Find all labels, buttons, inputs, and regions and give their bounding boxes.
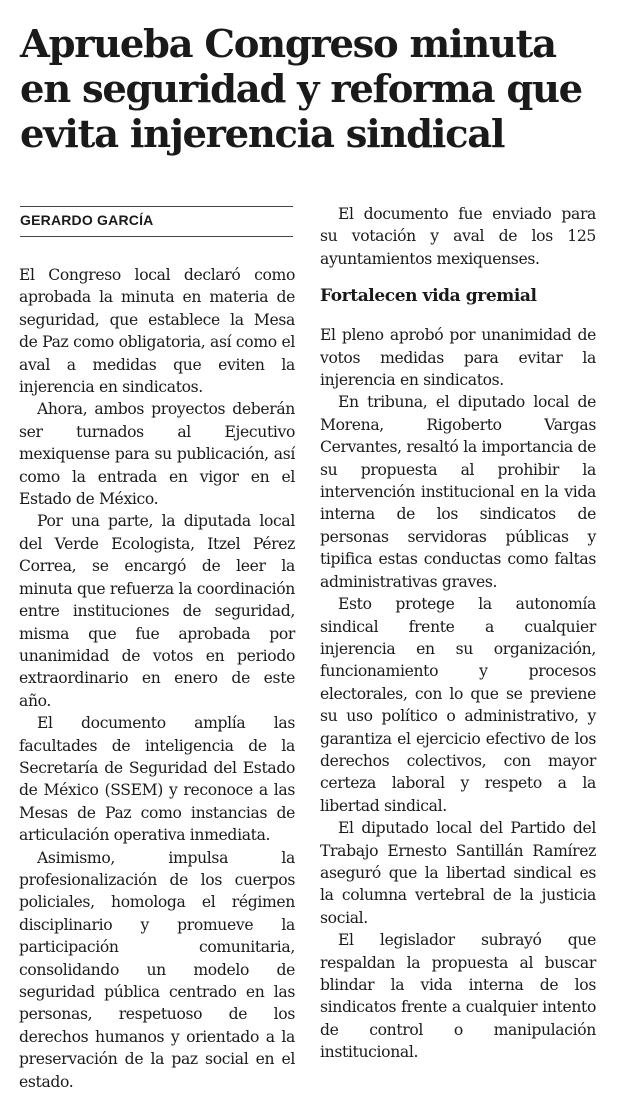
body-paragraph: El Congreso local declaró como aprobada la minuta en materia de seguridad, que establece la Mesa de Paz como obligatoria, así como el aval a medidas que eviten la injerencia en sindicatos. [19,266,295,397]
body-paragraph: Por una parte, la diputada local del Verde Ecologista, Itzel Pérez Correa, se encargó de leer la minuta que refuerza la coordinación entre instituciones de seguridad, misma que fue aprobada por unanimidad de votos en periodo extraordinario en enero de este año. [19,512,295,710]
body-paragraph: Ahora, ambos proyectos deberán ser turnados al Ejecutivo mexiquense para su publicación, así como la entrada en vigor en el Estado de México. [19,400,295,509]
body-paragraph: En tribuna, el diputado local de Morena, Rigoberto Vargas Cervantes, resaltó la importancia de su propuesta al prohibir la intervención institucional en la vida interna de los sindicatos de personas servidoras públicas y tipifica estas conductas como faltas administrativas graves. [320,393,596,591]
headline-line: Aprueba Congreso minuta [20,22,556,67]
body-paragraph: El documento fue enviado para su votación y aval de los 125 ayuntamientos mexiquenses. [320,205,596,268]
headline [20,22,620,157]
byline-bottom-rule [20,236,293,237]
headline-line: en seguridad y reforma que [20,67,582,112]
body-paragraph: Asimismo, impulsa la profesionalización de los cuerpos policiales, homologa el régimen disciplinario y promueve la participación comunitaria, consolidando un modelo de seguridad pública centrado en las personas, respetuoso de los derechos humanos y orientado a la preservación de la paz social en el estado. [19,848,295,1091]
left-column [19,264,295,1093]
body-paragraph: El legislador subrayó que respaldan la propuesta al buscar blindar la vida interna de los sindicatos frente a cualquier intento de control o manipulación institucional. [320,931,596,1062]
body-paragraph: El pleno aprobó por unanimidad de votos medidas para evitar la injerencia en sindicatos. [320,326,596,390]
right-column [320,203,596,1064]
byline: GERARDO GARCÍA [20,212,154,228]
body-paragraph: El documento amplía las facultades de inteligencia de la Secretaría de Seguridad del Estado de México (SSEM) y reconoce a las Mesas de Paz como instancias de articulación operativa inmediata. [19,714,295,845]
headline-line: evita injerencia sindical [20,112,505,157]
subheading: Fortalecen vida gremial [320,286,537,307]
body-paragraph: El diputado local del Partido del Trabajo Ernesto Santillán Ramírez aseguró que la libertad sindical es la columna vertebral de la justicia social. [320,819,596,927]
body-paragraph: Esto protege la autonomía sindical frente a cualquier injerencia en su organización, funcionamiento y procesos electorales, con lo que se previene su uso político o administrativo, y garantiza el ejercicio efectivo de los derechos colectivos, con mayor certeza laboral y respeto a la libertad sindical. [320,595,596,815]
byline-top-rule [20,206,293,207]
